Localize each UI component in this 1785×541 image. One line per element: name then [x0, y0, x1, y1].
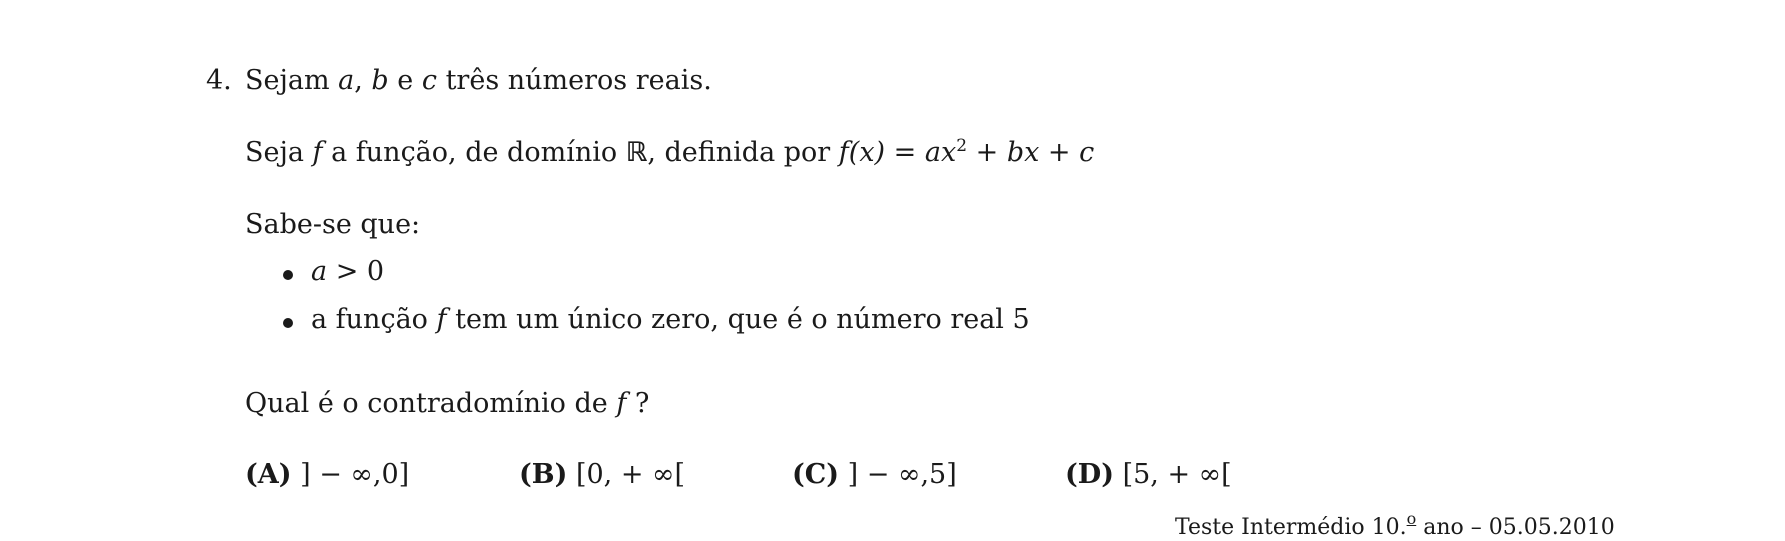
var-f: f: [312, 137, 323, 168]
var-c: c: [421, 65, 437, 96]
bullet-item-1: a > 0: [311, 256, 385, 287]
option-letter: (D): [1065, 459, 1114, 490]
formula-term1: ax: [924, 137, 957, 168]
page-footer: Teste Intermédio 10.$^o$ ano – 05.05.2010: [1175, 509, 1615, 540]
option-letter: (A): [245, 459, 292, 490]
question-number: 4.: [206, 65, 232, 96]
option-b[interactable]: [519, 458, 685, 492]
formula-exponent: 2: [956, 136, 968, 156]
function-definition: Seja f a função, de domínio ℝ, definida por $f(x) = ax^2$ + bx + c: [245, 136, 1095, 168]
formula-rest: + bx + c: [967, 137, 1095, 168]
bullet-item-2: a função f tem um único zero, que é o número real 5: [311, 304, 1030, 335]
question-ask: Qual é o contradomínio de f ?: [245, 388, 650, 419]
var-b: b: [371, 65, 389, 96]
known-label: Sabe-se que:: [245, 209, 421, 240]
option-text: [5, + ∞[: [1122, 459, 1232, 490]
option-c[interactable]: [792, 458, 957, 492]
option-letter: (B): [519, 459, 568, 490]
option-text: ] − ∞,5]: [847, 459, 957, 490]
option-text: ] − ∞,0]: [300, 459, 410, 490]
option-text: [0, + ∞[: [575, 459, 686, 490]
option-letter: (C): [792, 459, 840, 490]
option-a[interactable]: [245, 458, 409, 492]
var-a: a: [338, 65, 355, 96]
question-intro: Sejam a, b e c três números reais.: [245, 65, 712, 96]
formula-lhs: f(x): [838, 137, 886, 168]
reals-symbol: ℝ: [625, 137, 648, 168]
option-d[interactable]: [1065, 458, 1232, 492]
